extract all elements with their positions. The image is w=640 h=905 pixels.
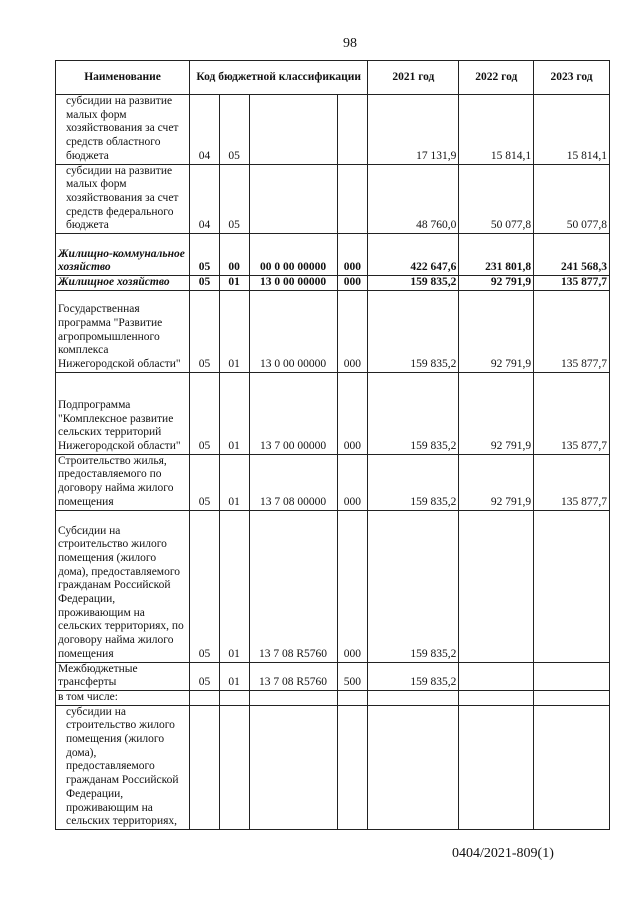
row-target: [249, 95, 337, 165]
row-name: в том числе:: [56, 690, 190, 705]
row-2022: [459, 690, 534, 705]
row-name: Межбюджетные трансферты: [56, 662, 190, 690]
row-name: Подпрограмма "Комплексное развитие сельских территорий Нижегородской области": [56, 372, 190, 454]
table-row: [56, 276, 610, 291]
row-section: 04: [190, 164, 220, 234]
table-row: [56, 234, 610, 276]
row-2023: 135 877,7: [534, 454, 610, 510]
table-row: [56, 372, 610, 454]
row-target: 13 7 08 00000: [249, 454, 337, 510]
row-2022: [459, 705, 534, 829]
row-2021: 159 835,2: [368, 510, 459, 662]
row-subsection: 05: [219, 95, 249, 165]
header-2023: 2023 год: [534, 61, 610, 95]
budget-table: [55, 60, 610, 830]
row-target: 13 7 08 R5760: [249, 662, 337, 690]
row-section: 05: [190, 662, 220, 690]
row-expense-type: 000: [337, 276, 368, 291]
row-2023: 135 877,7: [534, 276, 610, 291]
row-2023: 241 568,3: [534, 234, 610, 276]
table-row: [56, 454, 610, 510]
table-row: [56, 690, 610, 705]
row-subsection: 01: [219, 454, 249, 510]
row-2021: 159 835,2: [368, 290, 459, 372]
row-name: Строительство жилья, предоставляемого по договору найма жилого помещения: [56, 454, 190, 510]
row-subsection: 01: [219, 372, 249, 454]
row-subsection: 01: [219, 290, 249, 372]
row-name: Жилищное хозяйство: [56, 276, 190, 291]
table-row: [56, 662, 610, 690]
row-name: субсидии на развитие малых форм хозяйствования за счет средств федерального бюджета: [56, 164, 190, 234]
row-name: субсидии на развитие малых форм хозяйствования за счет средств областного бюджета: [56, 95, 190, 165]
row-2023: 15 814,1: [534, 95, 610, 165]
row-expense-type: 000: [337, 372, 368, 454]
table-row: [56, 164, 610, 234]
row-section: 05: [190, 454, 220, 510]
row-expense-type: 500: [337, 662, 368, 690]
row-subsection: 00: [219, 234, 249, 276]
row-2021: [368, 705, 459, 829]
row-target: [249, 705, 337, 829]
row-target: 13 0 00 00000: [249, 276, 337, 291]
row-name: Государственная программа "Развитие агропромышленного комплекса Нижегородской области": [56, 290, 190, 372]
row-target: 13 7 00 00000: [249, 372, 337, 454]
row-expense-type: 000: [337, 510, 368, 662]
row-section: 05: [190, 372, 220, 454]
row-2023: 135 877,7: [534, 290, 610, 372]
row-2021: [368, 690, 459, 705]
row-subsection: [219, 705, 249, 829]
row-expense-type: [337, 164, 368, 234]
row-target: 00 0 00 00000: [249, 234, 337, 276]
header-code: Код бюджетной классификации: [190, 61, 368, 95]
document-code: 0404/2021-809(1): [452, 846, 554, 861]
row-section: 05: [190, 510, 220, 662]
row-target: 13 7 08 R5760: [249, 510, 337, 662]
row-section: [190, 705, 220, 829]
table-row: [56, 510, 610, 662]
row-2023: [534, 690, 610, 705]
row-expense-type: 000: [337, 234, 368, 276]
row-2021: 159 835,2: [368, 276, 459, 291]
row-section: [190, 690, 220, 705]
row-2022: [459, 662, 534, 690]
row-2022: 92 791,9: [459, 372, 534, 454]
header-2022: 2022 год: [459, 61, 534, 95]
row-2022: 92 791,9: [459, 290, 534, 372]
page-number: 98: [343, 36, 357, 51]
row-target: [249, 690, 337, 705]
table-row: [56, 290, 610, 372]
header-name: Наименование: [56, 61, 190, 95]
row-name: субсидии на строительство жилого помещения (жилого дома), предоставляемого гражданам Российской Федерации, проживающим на сельских территориях,: [56, 705, 190, 829]
row-expense-type: [337, 95, 368, 165]
row-2022: 50 077,8: [459, 164, 534, 234]
row-2022: [459, 510, 534, 662]
table-row: [56, 705, 610, 829]
row-2023: [534, 510, 610, 662]
row-name: Субсидии на строительство жилого помещения (жилого дома), предоставляемого гражданам Российской Федерации, проживающим на сельских территориях, по договору найма жилого помещения: [56, 510, 190, 662]
row-name: Жилищно-коммунальное хозяйство: [56, 234, 190, 276]
row-2021: 422 647,6: [368, 234, 459, 276]
row-expense-type: [337, 690, 368, 705]
row-2022: 15 814,1: [459, 95, 534, 165]
table-row: [56, 95, 610, 165]
row-2021: 159 835,2: [368, 454, 459, 510]
table-header-row: [56, 61, 610, 95]
row-2023: [534, 705, 610, 829]
row-subsection: 01: [219, 662, 249, 690]
row-section: 05: [190, 276, 220, 291]
row-subsection: 05: [219, 164, 249, 234]
row-expense-type: 000: [337, 290, 368, 372]
header-2021: 2021 год: [368, 61, 459, 95]
row-section: 05: [190, 234, 220, 276]
row-expense-type: [337, 705, 368, 829]
row-2021: 159 835,2: [368, 662, 459, 690]
row-target: [249, 164, 337, 234]
row-section: 05: [190, 290, 220, 372]
row-2022: 231 801,8: [459, 234, 534, 276]
row-2022: 92 791,9: [459, 454, 534, 510]
row-2022: 92 791,9: [459, 276, 534, 291]
row-2023: 135 877,7: [534, 372, 610, 454]
row-2021: 17 131,9: [368, 95, 459, 165]
row-2023: 50 077,8: [534, 164, 610, 234]
row-2021: 48 760,0: [368, 164, 459, 234]
row-subsection: [219, 690, 249, 705]
row-subsection: 01: [219, 276, 249, 291]
row-section: 04: [190, 95, 220, 165]
row-subsection: 01: [219, 510, 249, 662]
row-expense-type: 000: [337, 454, 368, 510]
row-2023: [534, 662, 610, 690]
row-2021: 159 835,2: [368, 372, 459, 454]
row-target: 13 0 00 00000: [249, 290, 337, 372]
